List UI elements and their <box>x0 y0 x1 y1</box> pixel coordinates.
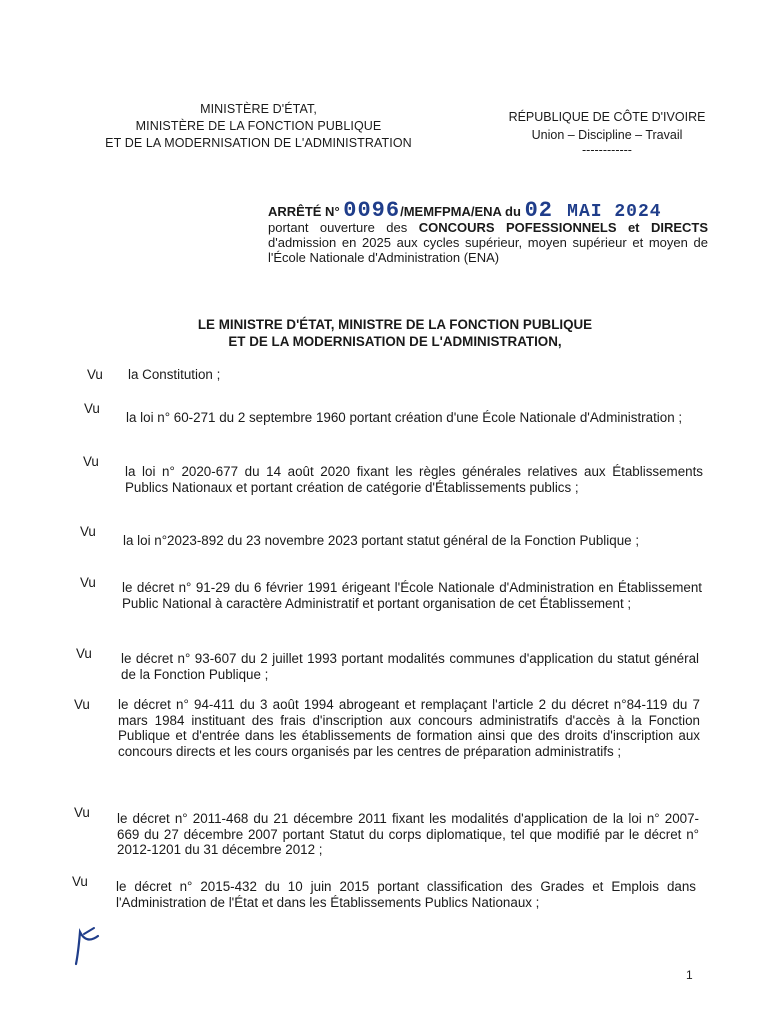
vu-text: le décret n° 94-411 du 3 août 1994 abrogeant et remplaçant l'article 2 du décret n°84-119 du 7 mars 1984 instituant des frais d'inscription aux concours administratifs d'accès à la Fonction Publique et d'entrée dans les établissements de formation ainsi que des droits d'inscription aux concours directs et les cours organisés par les centres de préparation administratifs ; <box>118 697 700 759</box>
vu-text: la Constitution ; <box>128 367 221 382</box>
vu-label: Vu <box>72 874 88 889</box>
vu-text: le décret n° 2011-468 du 21 décembre 2011 fixant les modalités d'application de la loi n° 2007-669 du 27 décembre 2007 portant Statut du corps diplomatique, tel que modifié par le décret n° 2012-1201 du 31 décembre 2012 ; <box>117 811 699 857</box>
vu-text: la loi n° 2020-677 du 14 août 2020 fixant les règles générales relatives aux Établissements Publics Nationaux et portant création de catégorie d'Établissements publics ; <box>125 464 703 495</box>
page-number: 1 <box>686 968 693 982</box>
initials-mark-icon <box>70 918 110 968</box>
decree-date-month-year: MAI 2024 <box>567 202 662 222</box>
vu-label: Vu <box>80 575 96 590</box>
decree-number-stamp: 0096 <box>343 198 401 223</box>
ministry-line-1: MINISTÈRE D'ÉTAT, <box>200 102 317 116</box>
vu-text: le décret n° 2015-432 du 10 juin 2015 portant classification des Grades et Emplois dans l'Administration de l'État et dans les Établissements Publics Nationaux ; <box>116 879 696 910</box>
vu-label: Vu <box>76 646 92 661</box>
decree-reference: /MEMFPMA/ENA du <box>400 204 521 219</box>
decree-subject-part1: portant ouverture des <box>268 220 408 235</box>
minister-line-2: ET DE LA MODERNISATION DE L'ADMINISTRATION, <box>228 334 562 349</box>
vu-text: le décret n° 93-607 du 2 juillet 1993 portant modalités communes d'application du statut général de la Fonction Publique ; <box>121 651 699 682</box>
vu-text: la loi n°2023-892 du 23 novembre 2023 portant statut général de la Fonction Publique ; <box>123 533 640 548</box>
minister-line-1: LE MINISTRE D'ÉTAT, MINISTRE DE LA FONCTION PUBLIQUE <box>197 317 593 332</box>
ministry-line-2: MINISTÈRE DE LA FONCTION PUBLIQUE <box>135 119 382 133</box>
decree-subject-bold: CONCOURS POFESSIONNELS et DIRECTS <box>418 220 709 235</box>
motto-separator: ------------ <box>582 143 632 157</box>
vu-text: le décret n° 91-29 du 6 février 1991 érigeant l'École Nationale d'Administration en Établissement Public National à caractère Administratif et portant organisation de cet Établissement ; <box>122 580 702 611</box>
national-motto: Union – Discipline – Travail <box>531 128 683 142</box>
vu-label: Vu <box>87 367 103 382</box>
vu-label: Vu <box>84 401 100 416</box>
vu-label: Vu <box>74 697 90 712</box>
vu-label: Vu <box>74 805 90 820</box>
vu-text: la loi n° 60-271 du 2 septembre 1960 portant création d'une École Nationale d'Administration ; <box>126 410 683 425</box>
decree-prefix: ARRÊTÉ N° <box>268 204 340 219</box>
ministry-line-3: ET DE LA MODERNISATION DE L'ADMINISTRATION <box>105 136 412 150</box>
decree-date-day: 02 <box>524 198 553 223</box>
decree-subject-part2: d'admission en 2025 aux cycles supérieur, moyen supérieur et moyen de l'École Nationale d'Administration (ENA) <box>268 235 708 265</box>
country-name: RÉPUBLIQUE DE CÔTE D'IVOIRE <box>508 110 706 124</box>
vu-label: Vu <box>83 454 99 469</box>
vu-label: Vu <box>80 524 96 539</box>
